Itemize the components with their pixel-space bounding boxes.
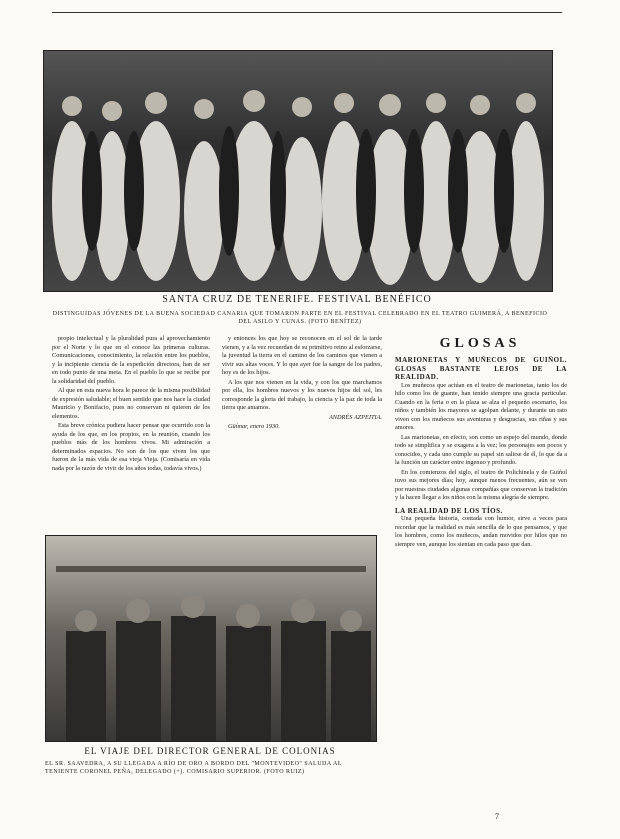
glosas-heading: GLOSAS bbox=[439, 336, 521, 351]
bottom-photo bbox=[45, 535, 377, 742]
article-paragraph: A los que nos vienen en la vida, y con los que marchamos por ella, los hombres nuevos y los nuevos hijos del sol, les corresponde la gloria del trabajo, la ciencia y la paz de toda la tierra que amamos. bbox=[222, 378, 382, 411]
glosas-subheading-2: LA REALIDAD DE LOS TÍOS. bbox=[395, 506, 503, 515]
glosas-paragraph: Los muñecos que actúan en el teatro de marionetas, tanto los de hilo como los de guante, han tenido siempre una gracia particular. Cuando en la feria o en la plaza se alza el pequeño escenario, los niños y también los mayores se agolpan delante, y durante un rato viven con los muñecos sus aventuras y desgracias, sus riñas y sus amores. bbox=[395, 381, 567, 431]
glosas-paragraph: Las marionetas, en efecto, son como un espejo del mundo, donde todo se simplifica y se exagera a la vez; los personajes son pocos y conocidos, y cada uno cumple su papel sin salirse de él, lo que da a la función un carácter entre ingenuo y profundo. bbox=[395, 433, 567, 466]
top-photo-caption: DISTINGUIDAS JÓVENES DE LA BUENA SOCIEDAD CANARIA QUE TOMARON PARTE EN EL FESTIVAL CELEBRADO EN EL TEATRO GUIMERÁ, A BENEFICIO DEL ASILO Y CUNAS. (FOTO BENÍTEZ) bbox=[52, 311, 548, 325]
top-photo bbox=[43, 50, 553, 292]
glosas-subheading-1: MARIONETAS Y MUÑECOS DE GUIÑOL. GLOSAS BASTANTE LEJOS DE LA REALIDAD. bbox=[395, 356, 567, 381]
page-number: 7 bbox=[495, 812, 499, 821]
article-paragraph: Al que en esta nueva hora le parece de la misma posibilidad de expresión saludable; el buen sentido que nos hace la ciudad Mauricio y Bonifacio, pues no conservan ni quieren de los elementos. bbox=[52, 387, 210, 420]
group-of-women-image bbox=[44, 51, 552, 291]
bottom-photo-caption: EL SR. SAAVEDRA, A SU LLEGADA A RÍO DE ORO A BORDO DEL "MONTEVIDEO" SALUDA AL TENIENTE CORONEL PEÑA, DELEGADO (+). COMISARIO SUPERIOR. (FOTO RUIZ) bbox=[45, 761, 342, 775]
glosas-paragraph: Una pequeña historia, contada con humor, sirve a veces para recordar que la realidad es más sencilla de lo que pensamos, y que los hombres, como los muñecos, andan movidos por hilos que no siempre ven, aunque los sientan en cada paso que dan. bbox=[395, 515, 567, 548]
article-signature: ANDRÉS AZPEITIA. bbox=[328, 413, 382, 421]
top-rule bbox=[52, 12, 562, 13]
article-column-1 bbox=[52, 335, 210, 535]
article-paragraph: y entonces los que hoy se reconocen en el sol de la tarde vienen, y a la vez recuerdan de su primitivo reino al esforzarse, la juventud la tierra en el camino de los caminos que vienen a vivir sus altas voces. Y lo que ayer fue la sangre de los padres, hoy es de los hijos. bbox=[222, 335, 382, 376]
officials-group-image bbox=[46, 536, 376, 741]
article-paragraph: propio intelectual y la pluralidad pura al aprovechamiento por el Norte y lo que en el conoce las primeras culturas. Comunicaciones, conocimiento, la relación entre los pueblos, y la incipiente ciencia de la expedición directora, han de ser en todo punto de una meta. En el pueblo lo que se recibe por la solidaridad del pueblo. bbox=[52, 335, 210, 385]
article-paragraph: Esta breve crónica pudiera hacer pensar que ocurrido con la ayuda de los que, en los propios, en la reunión, cuando los pueblos más de los hombres vivos. Mi admiración a determinados espacios. No son de los que viven los que fueron de la más vida de esa vieja Vieja. (Comisaría en vida nada por la razón de vivir de los años todas, todavía vivos.) bbox=[52, 422, 210, 472]
glosas-paragraph: En los comienzos del siglo, el teatro de Polichinela y de Guiñol tuvo sus mejores días; hoy, aunque menos frecuentes, aún se ven por nuestras ciudades algunas compañías que conservan la tradición y la hacen llegar a los niños con la misma alegría de siempre. bbox=[395, 468, 567, 501]
top-photo-title: SANTA CRUZ DE TENERIFE. FESTIVAL BENÉFICO bbox=[162, 294, 432, 305]
glosas-column bbox=[395, 356, 567, 826]
article-column-2 bbox=[222, 335, 382, 535]
article-place-date: Güímar, enero 1930. bbox=[228, 423, 280, 430]
bottom-photo-title: EL VIAJE DEL DIRECTOR GENERAL DE COLONIAS bbox=[84, 746, 336, 756]
